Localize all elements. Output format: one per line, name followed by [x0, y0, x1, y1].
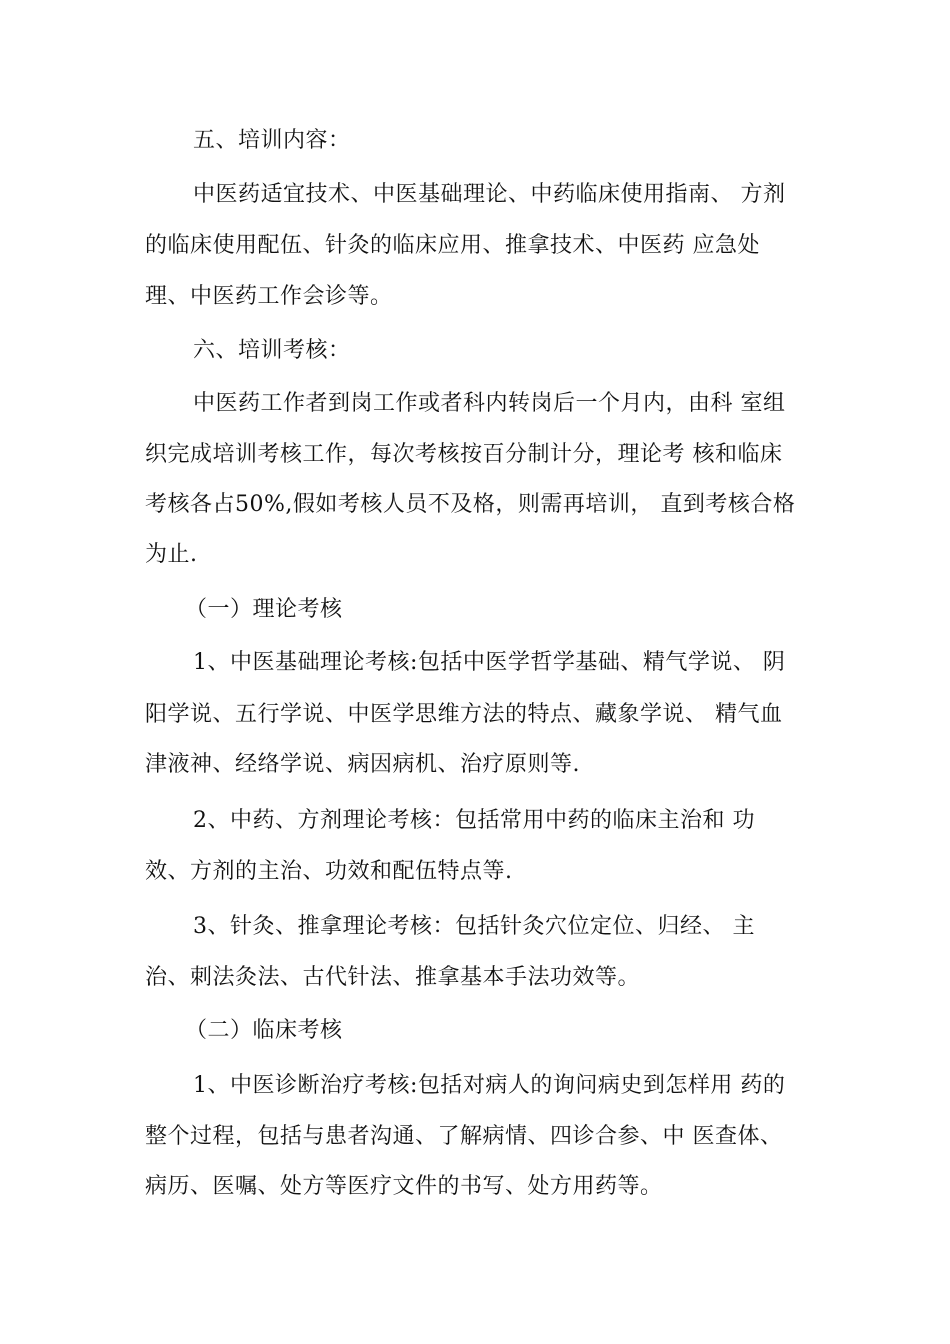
theory-item3-line-2: 治、刺法灸法、古代针法、推拿基本手法功效等。: [145, 965, 641, 990]
section6-line-4: 为止.: [145, 542, 198, 567]
section5-line-3: 理、中医药工作会诊等。: [145, 284, 393, 309]
clinical-item1-line-2: 整个过程，包括与患者沟通、了解病情、四诊合参、中 医查体、: [145, 1124, 783, 1149]
section5-heading: 五、培训内容：: [193, 128, 351, 153]
section5-line-2: 的临床使用配伍、针灸的临床应用、推拿技术、中医药 应急处: [145, 233, 760, 258]
theory-item2-line-1: 2、中药、方剂理论考核：包括常用中药的临床主治和 功: [193, 808, 755, 833]
theory-item2-line-2: 效、方剂的主治、功效和配伍特点等.: [145, 859, 513, 884]
clinical-item1-line-3: 病历、医嘱、处方等医疗文件的书写、处方用药等。: [145, 1174, 663, 1199]
theory-item1-line-2: 阳学说、五行学说、中医学思维方法的特点、藏象学说、 精气血: [145, 702, 783, 727]
section6-line-3: 考核各占50%,假如考核人员不及格，则需再培训， 直到考核合格: [145, 492, 796, 517]
section6-line-1: 中医药工作者到岗工作或者科内转岗后一个月内，由科 室组: [193, 391, 786, 416]
section6-line-2: 织完成培训考核工作，每次考核按百分制计分，理论考 核和临床: [145, 442, 783, 467]
section6-heading: 六、培训考核：: [193, 338, 351, 363]
section5-line-1: 中医药适宜技术、中医基础理论、中药临床使用指南、 方剂: [193, 182, 786, 207]
theory-item1-line-3: 津液神、经络学说、病因病机、治疗原则等.: [145, 752, 580, 777]
theory-item1-line-1: 1、中医基础理论考核:包括中医学哲学基础、精气学说、 阴: [193, 650, 786, 675]
clinical-heading: （二）临床考核: [185, 1018, 343, 1043]
theory-heading: （一）理论考核: [185, 597, 343, 622]
theory-item3-line-1: 3、针灸、推拿理论考核：包括针灸穴位定位、归经、 主: [193, 914, 755, 939]
clinical-item1-line-1: 1、中医诊断治疗考核:包括对病人的询问病史到怎样用 药的: [193, 1073, 786, 1098]
